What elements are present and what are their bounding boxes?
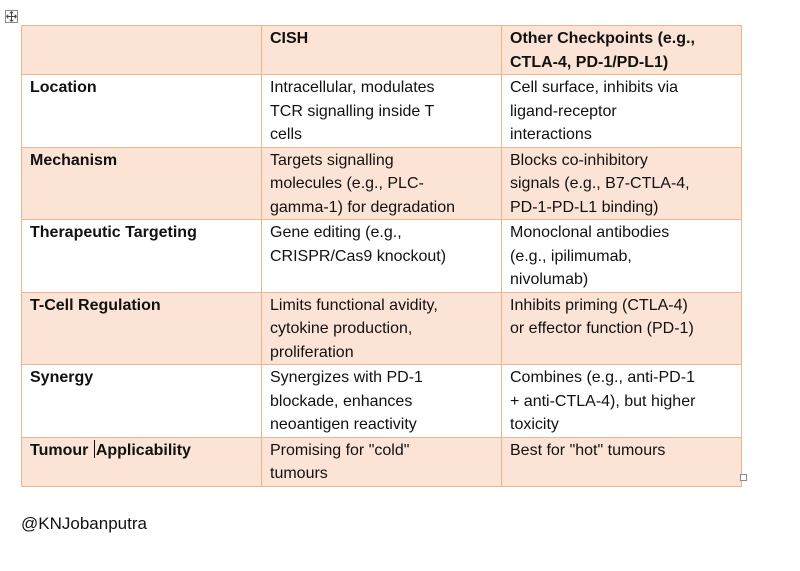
row-label-cell[interactable] — [22, 220, 262, 293]
table-row — [22, 147, 742, 220]
row-label-cell[interactable] — [22, 292, 262, 365]
table-row — [22, 220, 742, 293]
row-label-cell[interactable] — [22, 437, 262, 486]
other-cell[interactable] — [502, 437, 742, 486]
other-text: Best for "hot" tumours — [510, 441, 666, 459]
cish-text: Intracellular, modulates TCR signalling inside T cells — [270, 79, 435, 143]
author-handle: @KNJobanputra — [21, 514, 147, 533]
table-row — [22, 292, 742, 365]
header-cish-text: CISH — [270, 30, 309, 47]
table-header-row — [22, 26, 742, 75]
other-cell[interactable] — [502, 75, 742, 148]
header-cell-empty[interactable] — [22, 26, 262, 75]
table-row — [22, 437, 742, 486]
cish-cell[interactable] — [262, 437, 502, 486]
other-text: Blocks co-inhibitory signals (e.g., B7-CTLA-4, PD-1-PD-L1 binding) — [510, 151, 690, 216]
cish-text: Limits functional avidity, cytokine production, proliferation — [270, 296, 438, 361]
table-row — [22, 365, 742, 438]
row-label: T-Cell Regulation — [30, 296, 161, 314]
cish-text: Synergizes with PD-1 blockade, enhances neoantigen reactivity — [270, 369, 423, 433]
cish-text: Targets signalling molecules (e.g., PLC- gamma-1) for degradation — [270, 151, 455, 216]
cish-cell[interactable] — [262, 292, 502, 365]
other-text: Inhibits priming (CTLA-4) or effector function (PD-1) — [510, 296, 694, 337]
other-text: Monoclonal antibodies (e.g., ipilimumab, nivolumab) — [510, 224, 670, 288]
cish-cell[interactable] — [262, 75, 502, 148]
cish-cell[interactable] — [262, 147, 502, 220]
comparison-table — [21, 25, 742, 487]
other-cell[interactable] — [502, 220, 742, 293]
row-label — [30, 439, 253, 463]
cish-text: Promising for "cold" tumours — [270, 441, 410, 482]
row-label-cell[interactable] — [22, 147, 262, 220]
table-move-handle-icon[interactable] — [5, 10, 18, 23]
header-other-text: Other Checkpoints (e.g., CTLA-4, PD-1/PD-L1) — [510, 30, 695, 71]
cish-cell[interactable] — [262, 220, 502, 293]
header-cell-cish[interactable] — [262, 26, 502, 75]
header-cell-other-checkpoints[interactable] — [502, 26, 742, 75]
row-label-part: Applicability — [95, 441, 191, 459]
table-resize-handle-icon[interactable] — [740, 474, 747, 481]
cish-text: Gene editing (e.g., CRISPR/Cas9 knockout) — [270, 224, 447, 265]
other-cell[interactable] — [502, 365, 742, 438]
other-text: Cell surface, inhibits via ligand-receptor interactions — [510, 79, 679, 143]
other-text: Combines (e.g., anti-PD-1 + anti-CTLA-4), but higher toxicity — [510, 369, 696, 433]
row-label: Mechanism — [30, 151, 118, 169]
row-label: Synergy — [30, 369, 94, 386]
other-cell[interactable] — [502, 147, 742, 220]
row-label: Location — [30, 79, 97, 96]
row-label-cell[interactable] — [22, 365, 262, 438]
text-cursor — [94, 440, 95, 458]
row-label-cell[interactable] — [22, 75, 262, 148]
table-row — [22, 75, 742, 148]
row-label-part: Tumour — [30, 441, 93, 459]
cish-cell[interactable] — [262, 365, 502, 438]
row-label: Therapeutic Targeting — [30, 224, 197, 241]
other-cell[interactable] — [502, 292, 742, 365]
